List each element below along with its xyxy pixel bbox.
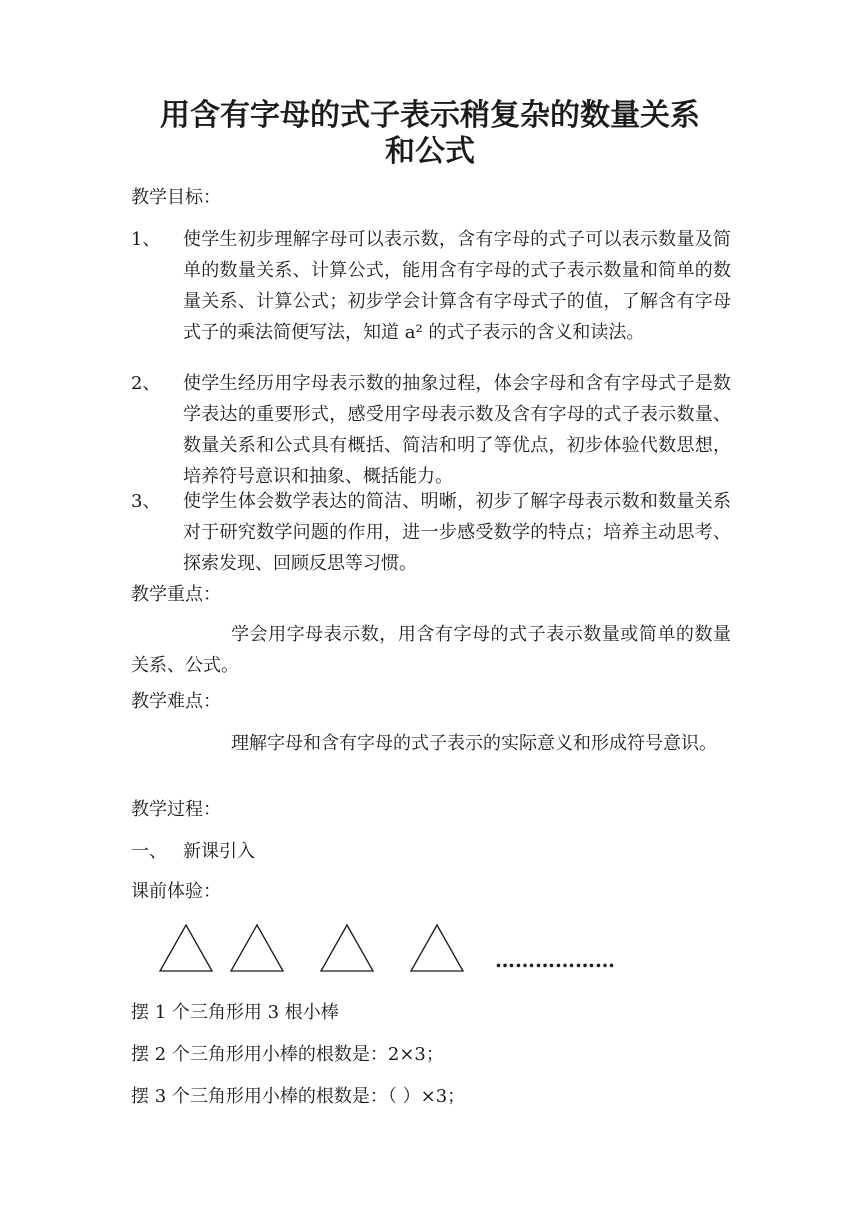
difficulties-heading: 教学难点： bbox=[131, 691, 221, 712]
objective-2-number: 2、 bbox=[131, 373, 161, 394]
triangle-shape bbox=[321, 925, 373, 971]
title-line-1: 用含有字母的式子表示稍复杂的数量关系 bbox=[160, 98, 700, 133]
process-heading: 教学过程： bbox=[131, 799, 221, 820]
line-1: 摆 1 个三角形用 3 根小棒 bbox=[131, 1002, 339, 1023]
title-line-2: 和公式 bbox=[385, 134, 475, 169]
line-2: 摆 2 个三角形用小棒的根数是：2×3； bbox=[131, 1044, 444, 1065]
section-1-title: 新课引入 bbox=[183, 841, 255, 862]
objective-3-text: 使学生体会数学表达的简洁、明晰，初步了解字母表示数和数量关系对于研究数学问题的作用，进一步感受数学的特点；培养主动思考、探索发现、回顾反思等习惯。 bbox=[183, 491, 731, 574]
triangle-shape bbox=[160, 925, 212, 971]
section-1-number: 一、 bbox=[131, 841, 167, 862]
triangle-shape bbox=[411, 925, 463, 971]
line-3: 摆 3 个三角形用小棒的根数是：（ ）×3； bbox=[131, 1086, 466, 1107]
objective-1-text: 使学生初步理解字母可以表示数，含有字母的式子可以表示数量及简单的数量关系、计算公式，能用含有字母的式子表示数量和简单的数量关系、计算公式；初步学会计算含有字母式子的值，了解含有字母式子的乘法简便写法，知道 a² 的式子表示的含义和读法。 bbox=[183, 229, 731, 343]
objective-1-number: 1、 bbox=[131, 229, 161, 250]
objective-2-text: 使学生经历用字母表示数的抽象过程，体会字母和含有字母式子是数学表达的重要形式，感受用字母表示数及含有字母的式子表示数量、数量关系和公式具有概括、简洁和明了等优点，初步体验代数思想，培养符号意识和抽象、概括能力。 bbox=[183, 373, 731, 487]
difficulties-text: 理解字母和含有字母的式子表示的实际意义和形成符号意识。 bbox=[231, 733, 717, 754]
triangles-figure bbox=[150, 920, 480, 976]
key-points-text: 学会用字母表示数，用含有字母的式子表示数量或简单的数量关系、公式。 bbox=[131, 624, 731, 676]
ellipsis-dots: ……………… bbox=[495, 948, 615, 972]
key-points-heading: 教学重点： bbox=[131, 584, 221, 605]
pre-class-heading: 课前体验： bbox=[131, 881, 221, 902]
objectives-heading: 教学目标： bbox=[131, 187, 221, 208]
triangle-shape bbox=[231, 925, 283, 971]
objective-3-number: 3、 bbox=[131, 491, 161, 512]
document-title bbox=[100, 98, 760, 170]
